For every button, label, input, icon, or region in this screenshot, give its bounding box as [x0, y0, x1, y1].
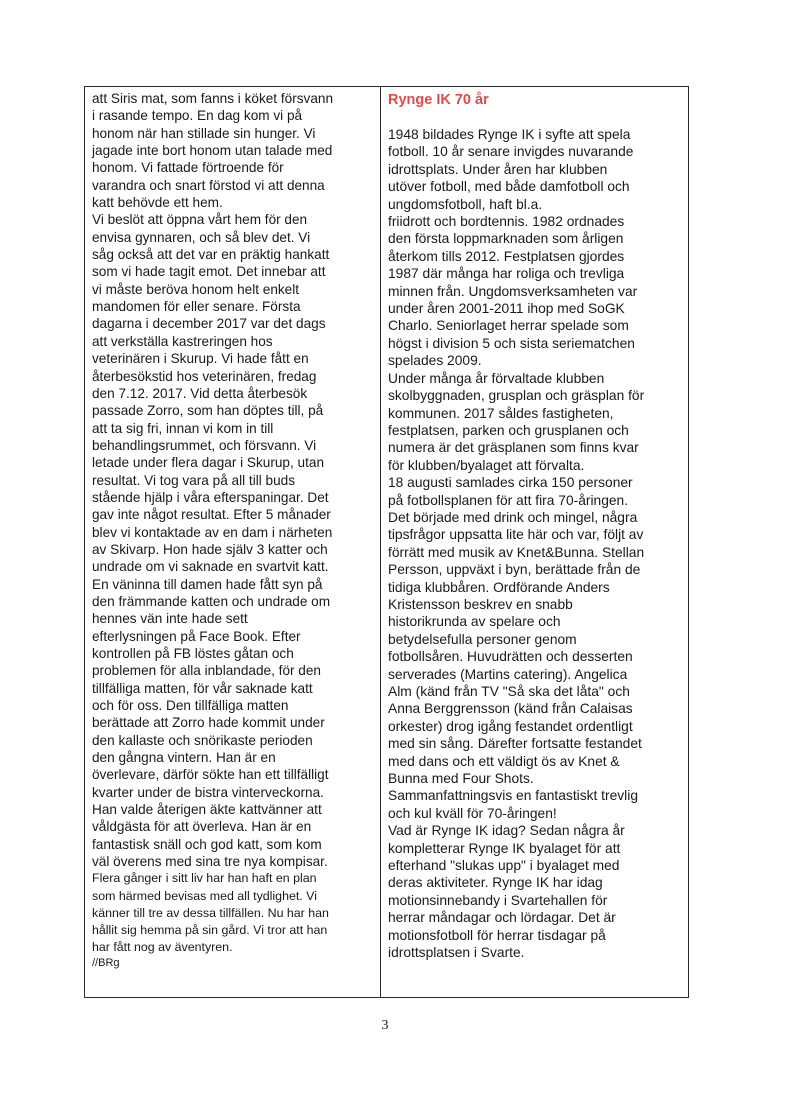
text-line: varandra och snart förstod vi att denna [92, 177, 325, 193]
text-line: den 7.12. 2017. Vid detta återbesök [92, 385, 308, 401]
right-column-body [388, 126, 686, 962]
text-line: högst i division 5 och sista seriematchen [388, 335, 635, 351]
text-line: den gångna vintern. Han är en [92, 750, 276, 766]
text-line: och för oss. Den tillfälliga matten [92, 698, 289, 714]
text-line: som härmed bevisas med all tydlighet. Vi [92, 888, 317, 903]
text-line: på fotbollsplanen för att fira 70-åringen. [388, 492, 629, 508]
text-line: Persson, uppväxt i byn, berättade från de [388, 562, 641, 578]
page-number: 3 [381, 1018, 389, 1033]
text-line: förrätt med musik av Knet&Bunna. Stellan [388, 544, 645, 560]
text-line: tillfälliga matten, för vår saknade katt [92, 680, 313, 696]
text-line: berättade att Zorro hade kommit under [92, 715, 325, 731]
text-line: resultat. Vi tog vara på all till buds [92, 472, 296, 488]
text-line: Vad är Rynge IK idag? Sedan några år [388, 823, 625, 839]
text-line: deras aktiviteter. Rynge IK har idag [388, 875, 603, 891]
text-line: motionsfotboll för herrar tisdagar på [388, 927, 606, 943]
text-line: orkester) drog igång festandet ordentligt [388, 718, 633, 734]
text-line: utöver fotboll, med både damfotboll och [388, 179, 630, 195]
text-line: har fått nog av äventyren. [92, 939, 233, 954]
text-line: överlevare, därför sökte han ett tillfälligt [92, 767, 329, 783]
text-line: minnen från. Ungdomsverksamheten var [388, 283, 638, 299]
text-line: såg också att det var en präktig hankatt [92, 247, 330, 263]
text-line: tipsfrågor uppsatta lite här och var, följt av [388, 527, 644, 543]
text-line: väl överens med sina tre nya kompisar. [92, 854, 328, 870]
text-line: den främmande katten och undrade om [92, 593, 331, 609]
text-line: friidrott och bordtennis. 1982 ordnades [388, 214, 625, 230]
text-line: av Skivarp. Hon hade själv 3 katter och [92, 541, 328, 557]
text-line: letade under flera dagar i Skurup, utan [92, 455, 325, 471]
text-line: med sin sång. Därefter fortsatte festandet [388, 736, 642, 752]
text-line: Flera gånger i sitt liv har han haft en plan [92, 871, 317, 886]
text-line: idrottsplats. Under åren har klubben [388, 161, 608, 177]
text-line: envisa gynnaren, och så blev det. Vi [92, 229, 311, 245]
text-line: efterlysningen på Face Book. Efter [92, 628, 301, 644]
text-line: dagarna i december 2017 var det dags [92, 316, 326, 332]
text-line: den första loppmarknaden som årligen [388, 231, 624, 247]
text-line: Sammanfattningsvis en fantastiskt trevlig [388, 788, 638, 804]
text-line: Under många år förvaltade klubben [388, 370, 605, 386]
text-line: återkom tills 2012. Festplatsen gjordes [388, 248, 625, 264]
text-line: En väninna till damen hade fått syn på [92, 576, 323, 592]
text-line: motionsinnebandy i Svartehallen för [388, 892, 608, 908]
text-line: att verkställa kastreringen hos [92, 333, 273, 349]
text-line: festplatsen, parken och grusplanen och [388, 422, 629, 438]
text-line: katt behövde ett hem. [92, 195, 223, 211]
text-line: stående hjälp i våra efterspaningar. Det [92, 489, 329, 505]
text-line: fotbollsåren. Huvudrätten och desserten [388, 649, 633, 665]
text-line: veterinären i Skurup. Vi hade fått en [92, 351, 309, 367]
text-line: som vi hade tagit emot. Det innebar att [92, 264, 326, 280]
text-line: vi måste beröva honom helt enkelt [92, 281, 300, 297]
text-line: kompletterar Rynge IK byalaget för att [388, 840, 621, 856]
text-line: behandlingsrummet, och försvann. Vi [92, 437, 317, 453]
text-line: fotboll. 10 år senare invigdes nuvarande [388, 144, 634, 160]
text-line: kontrollen på FB löstes gåtan och [92, 646, 294, 661]
text-line: i rasande tempo. En dag kom vi på [92, 108, 303, 124]
article-heading: Rynge IK 70 år [388, 92, 489, 108]
text-line: Anna Berggrensson (känd från Calaisas [388, 701, 633, 717]
text-line: passade Zorro, som han döptes till, på [92, 403, 324, 419]
left-column [92, 90, 376, 970]
text-line: att ta sig fri, innan vi kom in till [92, 420, 274, 436]
left-column-body [92, 90, 376, 870]
text-line: blev vi kontaktade av en dam i närheten [92, 524, 333, 540]
text-line: problemen för alla inblandade, för den [92, 663, 321, 679]
text-line: tidiga klubbåren. Ordförande Anders [388, 579, 610, 595]
text-line: efterhand "slukas upp" i byalaget med [388, 858, 620, 874]
text-line: 1987 där många har roliga och trevliga [388, 266, 625, 282]
text-line: Bunna med Four Shots. [388, 771, 534, 787]
text-line: Det började med drink och mingel, några [388, 509, 638, 525]
text-line: med dans och ett väldigt ös av Knet & [388, 753, 620, 769]
text-line: Charlo. Seniorlaget herrar spelade som [388, 318, 629, 334]
text-line: honom. Vi fattade förtroende för [92, 160, 284, 176]
text-line: hennes vän inte hade sett [92, 611, 248, 627]
text-line: Kristensson beskrev en snabb [388, 596, 573, 612]
text-line: Han valde återigen äkte kattvänner att [92, 802, 322, 818]
text-line: spelades 2009. [388, 353, 482, 369]
text-line: honom när han stillade sin hunger. Vi [92, 125, 316, 141]
left-column-closing [92, 870, 376, 955]
text-line: under åren 2001-2011 ihop med SoGK [388, 301, 625, 317]
text-line: 1948 bildades Rynge IK i syfte att spela [388, 127, 631, 142]
text-line: för klubben/byalaget att förvalta. [388, 457, 585, 473]
text-line: numera är det gräsplanen som finns kvar [388, 440, 639, 456]
text-line: jagade inte bort honom utan talade med [92, 143, 333, 159]
text-line: idrottsplatsen i Svarte. [388, 945, 525, 961]
text-line: 18 augusti samlades cirka 150 personer [388, 475, 633, 491]
text-line: Alm (känd från TV "Så ska det låta" och [388, 684, 630, 699]
text-line: betydelsefulla personer genom [388, 631, 577, 647]
text-line: skolbyggnaden, grusplan och gräsplan för [388, 388, 645, 404]
text-line: våldgästa för att överleva. Han är en [92, 819, 312, 835]
text-line: att Siris mat, som fanns i köket försvann [92, 91, 334, 106]
text-line: Vi beslöt att öppna vårt hem för den [92, 212, 308, 228]
text-line: gav inte något resultat. Efter 5 månader [92, 507, 331, 523]
text-line: herrar måndagar och lördagar. Det är [388, 910, 616, 926]
text-line: återbesökstid hos veterinären, fredag [92, 368, 317, 384]
text-line: historikrunda av spelare och [388, 614, 561, 630]
text-line: känner till tre av dessa tillfällen. Nu har han [92, 905, 329, 920]
text-line: hållit sig hemma på sin gård. Vi tror att han [92, 922, 328, 937]
text-line: kommunen. 2017 såldes fastigheten, [388, 405, 614, 421]
column-divider [380, 86, 381, 998]
text-line: serverades (Martins catering). Angelica [388, 666, 628, 682]
text-line: och kul kväll för 70-åringen! [388, 805, 557, 821]
text-line: fantastisk snäll och god katt, som kom [92, 836, 322, 852]
right-column [388, 90, 686, 962]
signature: //BRg [92, 956, 120, 969]
text-line: ungdomsfotboll, haft bl.a. [388, 196, 543, 212]
text-line: den kallaste och snörikaste perioden [92, 732, 313, 748]
text-line: kvarter under de bistra vinterveckorna. [92, 784, 324, 800]
text-line: undrade om vi saknade en svartvit katt. [92, 559, 329, 575]
text-line: mandomen för eller senare. Första [92, 299, 301, 315]
